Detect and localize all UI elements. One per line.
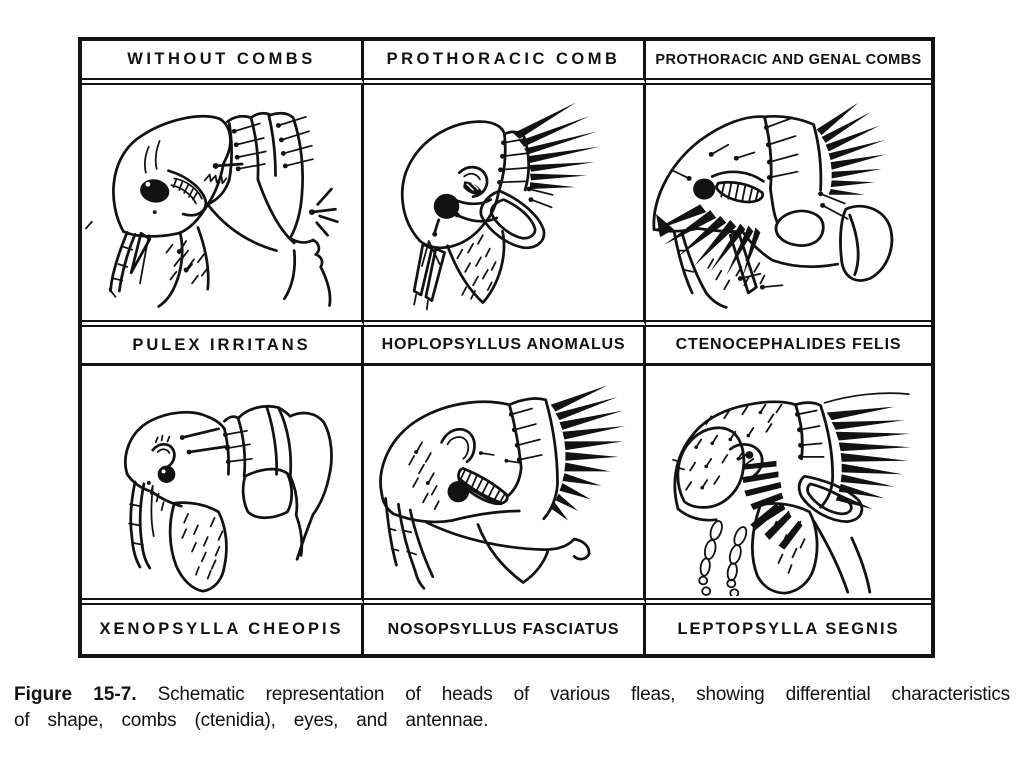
panel-xenopsylla-cheopis xyxy=(82,366,364,605)
species-label: CTENOCEPHALIDES FELIS xyxy=(675,336,902,353)
figure-caption xyxy=(14,682,1010,734)
species-label: NOSOPSYLLUS FASCIATUS xyxy=(387,620,620,638)
species-label: HOPLOPSYLLUS ANOMALUS xyxy=(381,336,626,353)
column-header-without-combs xyxy=(82,41,364,85)
species-label-leptopsylla-segnis xyxy=(646,605,931,654)
flea-head-comparison-table xyxy=(78,37,935,658)
species-label: XENOPSYLLA CHEOPIS xyxy=(99,620,344,638)
species-label-hoplopsyllus-anomalus xyxy=(364,327,646,366)
figure-caption-text: Schematic representation of heads of various fleas, showing differential characteristics of shape, combs (ctenidia), eyes, and antennae. xyxy=(14,684,1010,731)
panel-hoplopsyllus-anomalus xyxy=(364,85,646,327)
column-header-label: WITHOUT COMBS xyxy=(127,50,316,68)
flea-head-leptopsylla-segnis-drawing xyxy=(648,368,929,596)
species-label-pulex-irritans xyxy=(82,327,364,366)
figure-caption-label: Figure 15-7. xyxy=(14,684,137,705)
column-header-label: PROTHORACIC AND GENAL COMBS xyxy=(655,51,922,68)
species-label-ctenocephalides-felis xyxy=(646,327,931,366)
panel-leptopsylla-segnis xyxy=(646,366,931,605)
panel-pulex-irritans xyxy=(82,85,364,327)
flea-head-xenopsylla-cheopis-drawing xyxy=(84,368,359,596)
flea-head-nosopsyllus-fasciatus-drawing xyxy=(366,368,641,596)
flea-head-pulex-irritans-drawing xyxy=(84,87,359,318)
species-label-xenopsylla-cheopis xyxy=(82,605,364,654)
flea-head-ctenocephalides-felis-drawing xyxy=(648,87,929,318)
species-label-nosopsyllus-fasciatus xyxy=(364,605,646,654)
panel-ctenocephalides-felis xyxy=(646,85,931,327)
species-label: LEPTOPSYLLA SEGNIS xyxy=(677,620,900,638)
column-header-prothoracic-genal-combs xyxy=(646,41,931,85)
species-label: PULEX IRRITANS xyxy=(132,335,311,354)
panel-nosopsyllus-fasciatus xyxy=(364,366,646,605)
column-header-label: PROTHORACIC COMB xyxy=(386,50,621,68)
flea-head-hoplopsyllus-anomalus-drawing xyxy=(366,87,641,318)
column-header-prothoracic-comb xyxy=(364,41,646,85)
